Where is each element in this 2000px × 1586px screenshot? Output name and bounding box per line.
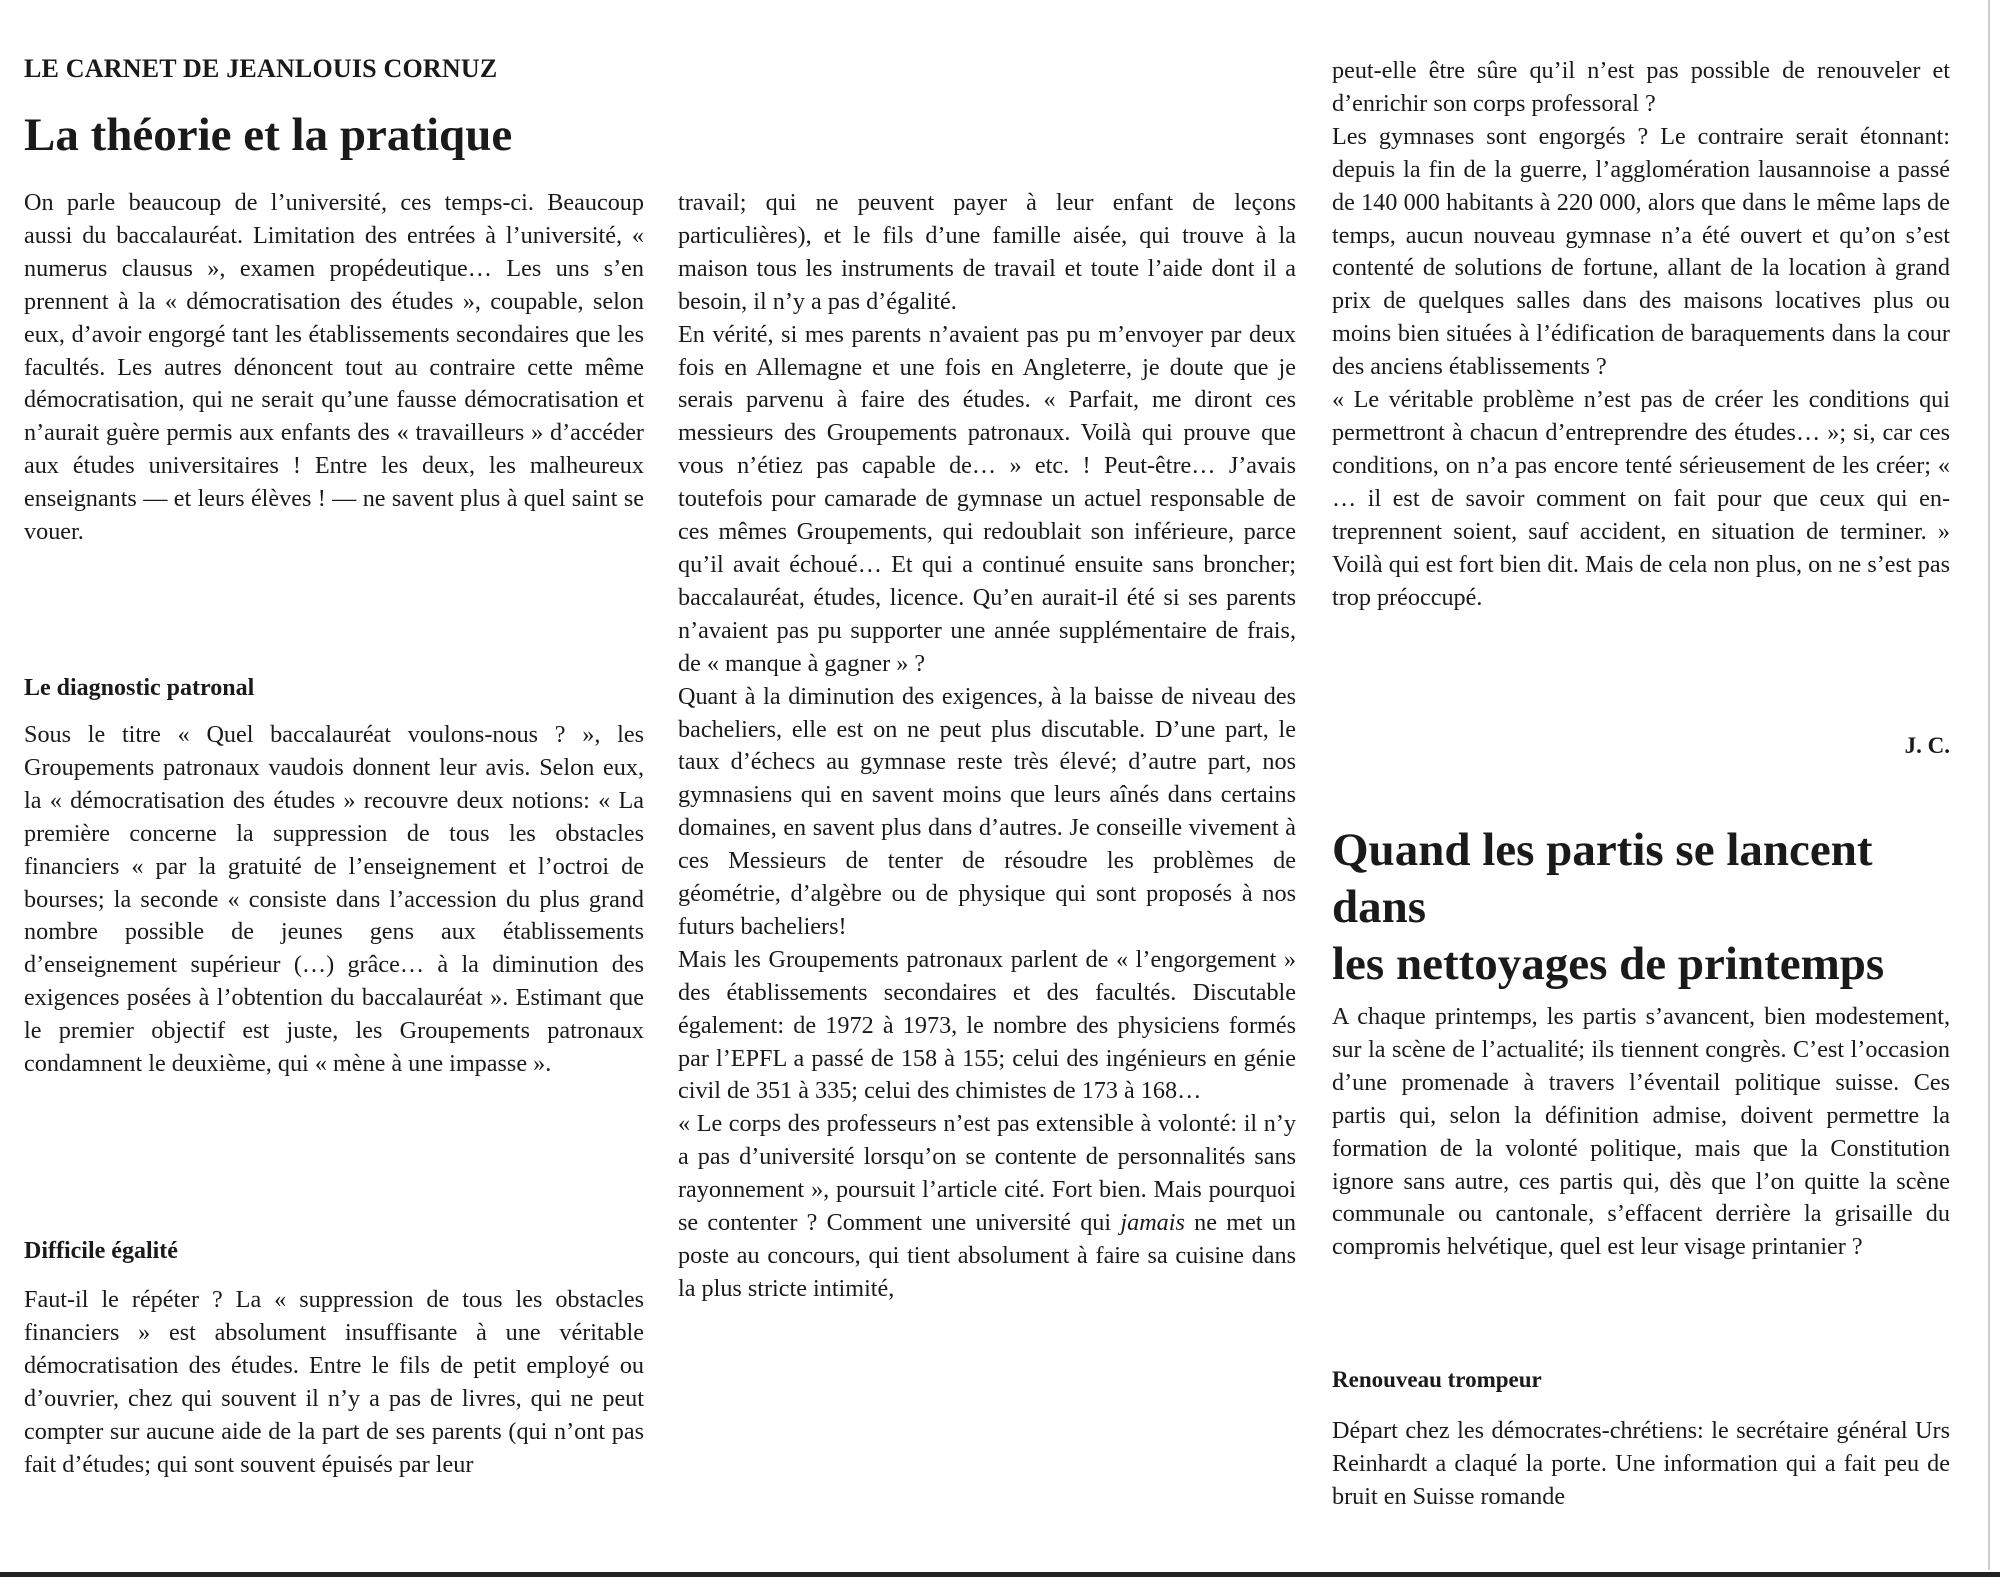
paragraph: travail; qui ne peuvent payer à leur enfant de leçons particulières), et le fils d’une famille aisée, qui trouve à la maison tous les instruments de travail et toute l’aide dont il a besoin, il n’y a pas d’égalité. bbox=[678, 189, 1296, 315]
section-diagnostic bbox=[24, 719, 644, 1081]
paragraph: Les gymnases sont engorgés ? Le contraire serait étonnant: depuis la fin de la guerre, l’agglomération lausannoise a passé de 140 000 habitants à 220 000, alors que dans le même laps de temps, aucun nouveau gymnase n’a été ouvert et qu’on s’est contenté de solutions de fortune, allant de la location à grand prix de quelques salles dans des maisons locatives plus ou moins bien situées à l’édification de baraquements dans la cour des anciens établissements ? bbox=[1332, 122, 1950, 381]
bottom-rule bbox=[0, 1572, 2000, 1577]
headline-line: les nettoyages de printemps bbox=[1332, 938, 1885, 990]
article-2-headline bbox=[1332, 822, 1884, 993]
emphasis-jamais: jamais bbox=[1120, 1209, 1185, 1237]
paragraph: En vérité, si mes parents n’avaient pas pu m’envoyer par deux fois en Allemagne et une fois en Angleterre, je doute que je serais parvenu à faire des études. « Parfait, me diront ces messieurs des Groupements patronaux. Voilà qui prouve que vous n’étiez pas capable de… » etc. ! Peut-être… J’avais toutefois pour camarade de gymnase un actuel responsable de ces mêmes Groupements, qui redoublait son inférieure, parce qu’il avait échoué… Et qui a continué ensuite sans broncher; baccalauréat, études, licence. Qu’en aurait-il été si ses parents n’avaient pas pu supporter une année supplémentaire de frais, de « manque à gagner » ? bbox=[678, 320, 1296, 677]
subhead-renouveau: Renouveau trompeur bbox=[1332, 1367, 1542, 1392]
headline-line: Quand les partis se lancent bbox=[1332, 824, 1873, 876]
subhead-egalite: Difficile égalité bbox=[24, 1238, 178, 1264]
article-headline: La théorie et la pratique bbox=[24, 109, 513, 161]
headline-line: dans bbox=[1332, 881, 1427, 933]
paragraph-part: « Le corps des professeurs n’est pas extensible à volonté: il n’y a pas d’université lorsqu’on se contente de personnalités sans rayonnement », poursuit l’article cité. Fort bien. Mais pourquoi se contenter ? Comment une université qui bbox=[678, 1110, 1296, 1237]
author-signature: J. C. bbox=[1904, 733, 1950, 758]
intro-paragraph bbox=[24, 187, 644, 549]
section-diagnostic-text: Sous le titre « Quel baccalauréat voulons-nous ? », les Groupements patronaux vaudois donnent leur avis. Selon eux, la « démocratisation des études » recouvre deux notions: « La première concerne la suppression de tous les obstacles financiers « par la gratuité de l’enseignement et l’octroi de bourses; la seconde « consiste dans l’accession du plus grand nombre possible de jeunes gens aux établissements d’enseignement supérieur (…) grâce… à la diminution des exigences posées à l’obtention du baccalauréat ». Estimant que le premier objectif est juste, les Groupements patronaux condamnent le deuxième, qui « mène à une impasse ». bbox=[24, 721, 644, 1078]
section-egalite-text: Faut-il le répéter ? La « suppression de tous les obstacles financiers » est absolument insuffisante à une véritable démocratisation des études. Entre le fils de petit employé ou d’ouvrier, chez qui souvent il n’y a pas de livres, qui ne peut compter sur aucune aide de la part de ses parents (qui n’ont pas fait d’études; qui sont souvent épuisés par leur bbox=[24, 1286, 644, 1478]
paragraph bbox=[678, 1108, 1296, 1305]
paragraph: peut-elle être sûre qu’il n’est pas possible de renouveler et d’enrichir son corps professoral ? bbox=[1332, 57, 1950, 117]
paragraph: « Le véritable problème n’est pas de créer les conditions qui permettront à chacun d’entreprendre des études… »; si, car ces conditions, on n’a pas encore tenté sérieusement de les créer; « … il est de savoir comment on fait pour que ceux qui entreprennent soient, sauf accident, en situation de terminer. » Voilà qui est fort bien dit. Mais de cela non plus, on ne s’est pas trop préoccupé. bbox=[1332, 386, 1950, 611]
article-2-body bbox=[1332, 1415, 1950, 1514]
section-egalite bbox=[24, 1284, 644, 1481]
column-3-text bbox=[1332, 55, 1950, 614]
subhead-diagnostic: Le diagnostic patronal bbox=[24, 675, 255, 701]
article-2-intro bbox=[1332, 1001, 1950, 1264]
intro-text: On parle beaucoup de l’université, ces temps-ci. Beaucoup aussi du baccalauréat. Limitation des entrées à l’université, « numerus clausus », examen propédeutique… Les uns s’en prennent à la « démocratisation des études », coupable, selon eux, d’avoir engorgé tant les établissements secondaires que les facultés. Les autres dénoncent tout au contraire cette même démocratisation, qui ne serait qu’une fausse démocratisation et n’aurait guère permis aux enfants des « travailleurs » d’accéder aux études universitaires ! Entre les deux, les malheureux enseignants — et leurs élèves ! — ne savent plus à quel saint se vouer. bbox=[24, 189, 644, 546]
column-2-text bbox=[678, 187, 1296, 1306]
paragraph-part: ne met un poste au concours, qui tient absolument à faire sa cuisine dans la plus stricte intimité, bbox=[678, 1209, 1296, 1302]
article-2-intro-text: A chaque printemps, les partis s’avancent, bien modestement, sur la scène de l’actualité; ils tiennent congrès. C’est l’occasion d’une promenade à travers l’éventail politique suisse. Ces partis qui, selon la définition admise, doivent permettre la formation de la volonté politique, mais que la Constitution ignore sans autre, ces partis qui, dès que l’on quitte la scène communale ou cantonale, s’effacent derrière la grisaille du compromis helvétique, quel est leur visage printanier ? bbox=[1332, 1003, 1950, 1261]
paragraph: Mais les Groupements patronaux parlent de « l’engorgement » des établissements secondaires et des facultés. Discutable également: de 1972 à 1973, le nombre des physiciens formés par l’EPFL a passé de 158 à 155; celui des ingénieurs en génie civil de 351 à 335; celui des chimistes de 173 à 168… bbox=[678, 945, 1296, 1105]
article-2-body-text: Départ chez les démocrates-chrétiens: le secrétaire général Urs Reinhardt a claqué la porte. Une information qui a fait peu de bruit en Suisse romande bbox=[1332, 1417, 1950, 1510]
paragraph: Quant à la diminution des exigences, à la baisse de niveau des bacheliers, elle est on ne peut plus discutable. D’une part, le taux d’échecs au gymnase reste très élevé; d’autre part, nos gymnasiens qui en savent moins que leurs aînés dans certains domaines, en savent plus dans d’autres. Je conseille vivement à ces Messieurs de tenter de résoudre les problèmes de géométrie, d’algèbre ou de physique qui sont proposés à nos futurs bacheliers! bbox=[678, 682, 1296, 940]
page-edge-line bbox=[1988, 0, 1990, 1570]
article-kicker: LE CARNET DE JEANLOUIS CORNUZ bbox=[24, 54, 498, 83]
